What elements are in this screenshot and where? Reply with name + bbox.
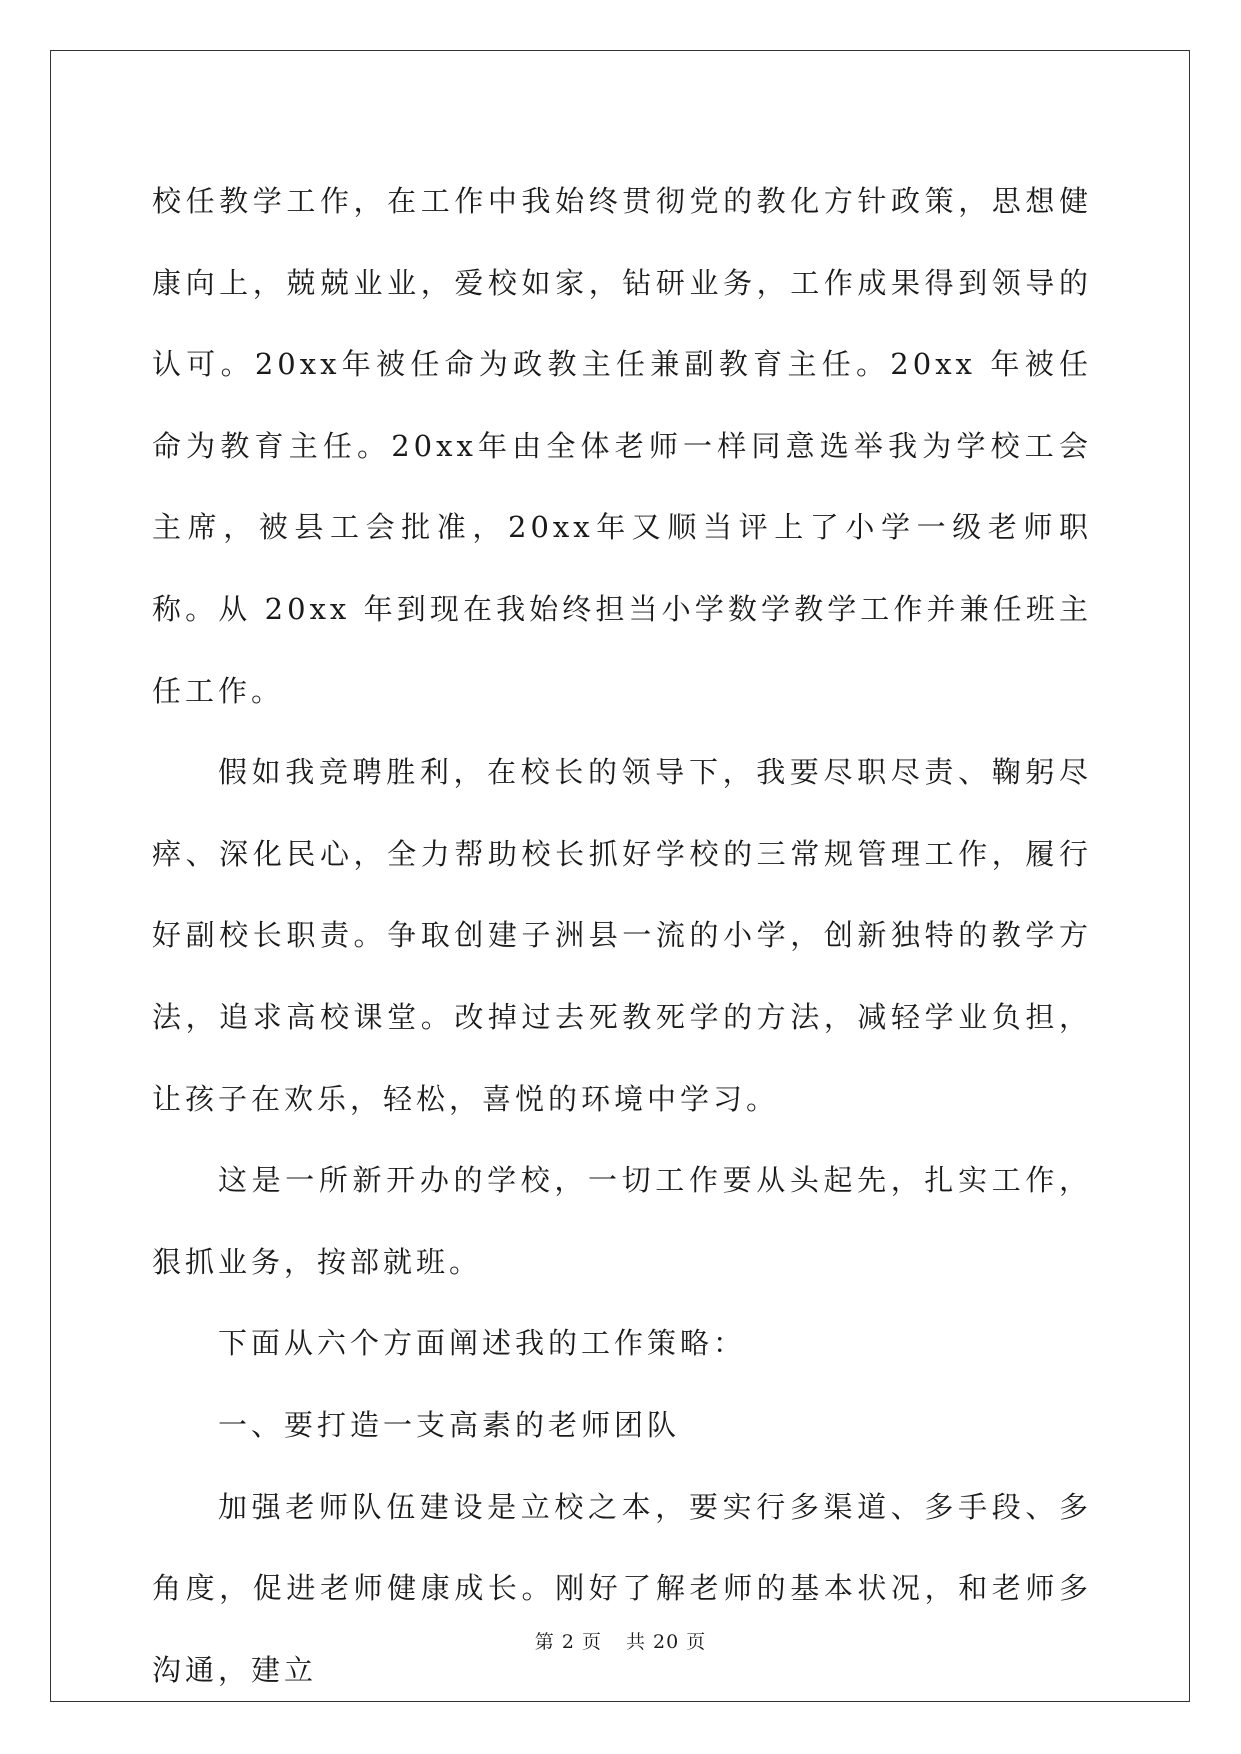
- paragraph-career-history: 校任教学工作，在工作中我始终贯彻党的教化方针政策，思想健康向上，兢兢业业，爱校如家，钻研业务，工作成果得到领导的认可。20xx年被任命为政教主任兼副教育主任。20xx 年被任命为教育主任。20xx年由全体老师一样同意选举我为学校工会主席，被县工会批准，20xx年又顺当评上了小学一级老师职称。从 20xx 年到现在我始终担当小学数学教学工作并兼任班主任工作。: [152, 184, 1092, 708]
- paragraph-goals-if-elected: 假如我竞聘胜利，在校长的领导下，我要尽职尽责、鞠躬尽瘁、深化民心，全力帮助校长抓好学校的三常规管理工作，履行好副校长职责。争取创建子洲县一流的小学，创新独特的教学方法，追求高校课堂。改掉过去死教死学的方法，减轻学业负担，让孩子在欢乐，轻松，喜悦的环境中学习。: [152, 755, 1092, 1116]
- paragraph-new-school: 这是一所新开办的学校，一切工作要从头起先，扎实工作，狠抓业务，按部就班。: [152, 1163, 1092, 1279]
- document-body: [152, 161, 1092, 1711]
- page-number: 第 2 页: [534, 1631, 602, 1653]
- page-footer: [0, 1627, 1241, 1654]
- paragraph-strategy-intro: 下面从六个方面阐述我的工作策略：: [218, 1326, 747, 1361]
- paragraph-teacher-development: 加强老师队伍建设是立校之本，要实行多渠道、多手段、多角度，促进老师健康成长。刚好了解老师的基本状况，和老师多沟通，建立: [152, 1489, 1092, 1687]
- section-heading-teacher-team: 一、要打造一支高素的老师团队: [218, 1407, 681, 1442]
- page-total: 共 20 页: [625, 1631, 707, 1653]
